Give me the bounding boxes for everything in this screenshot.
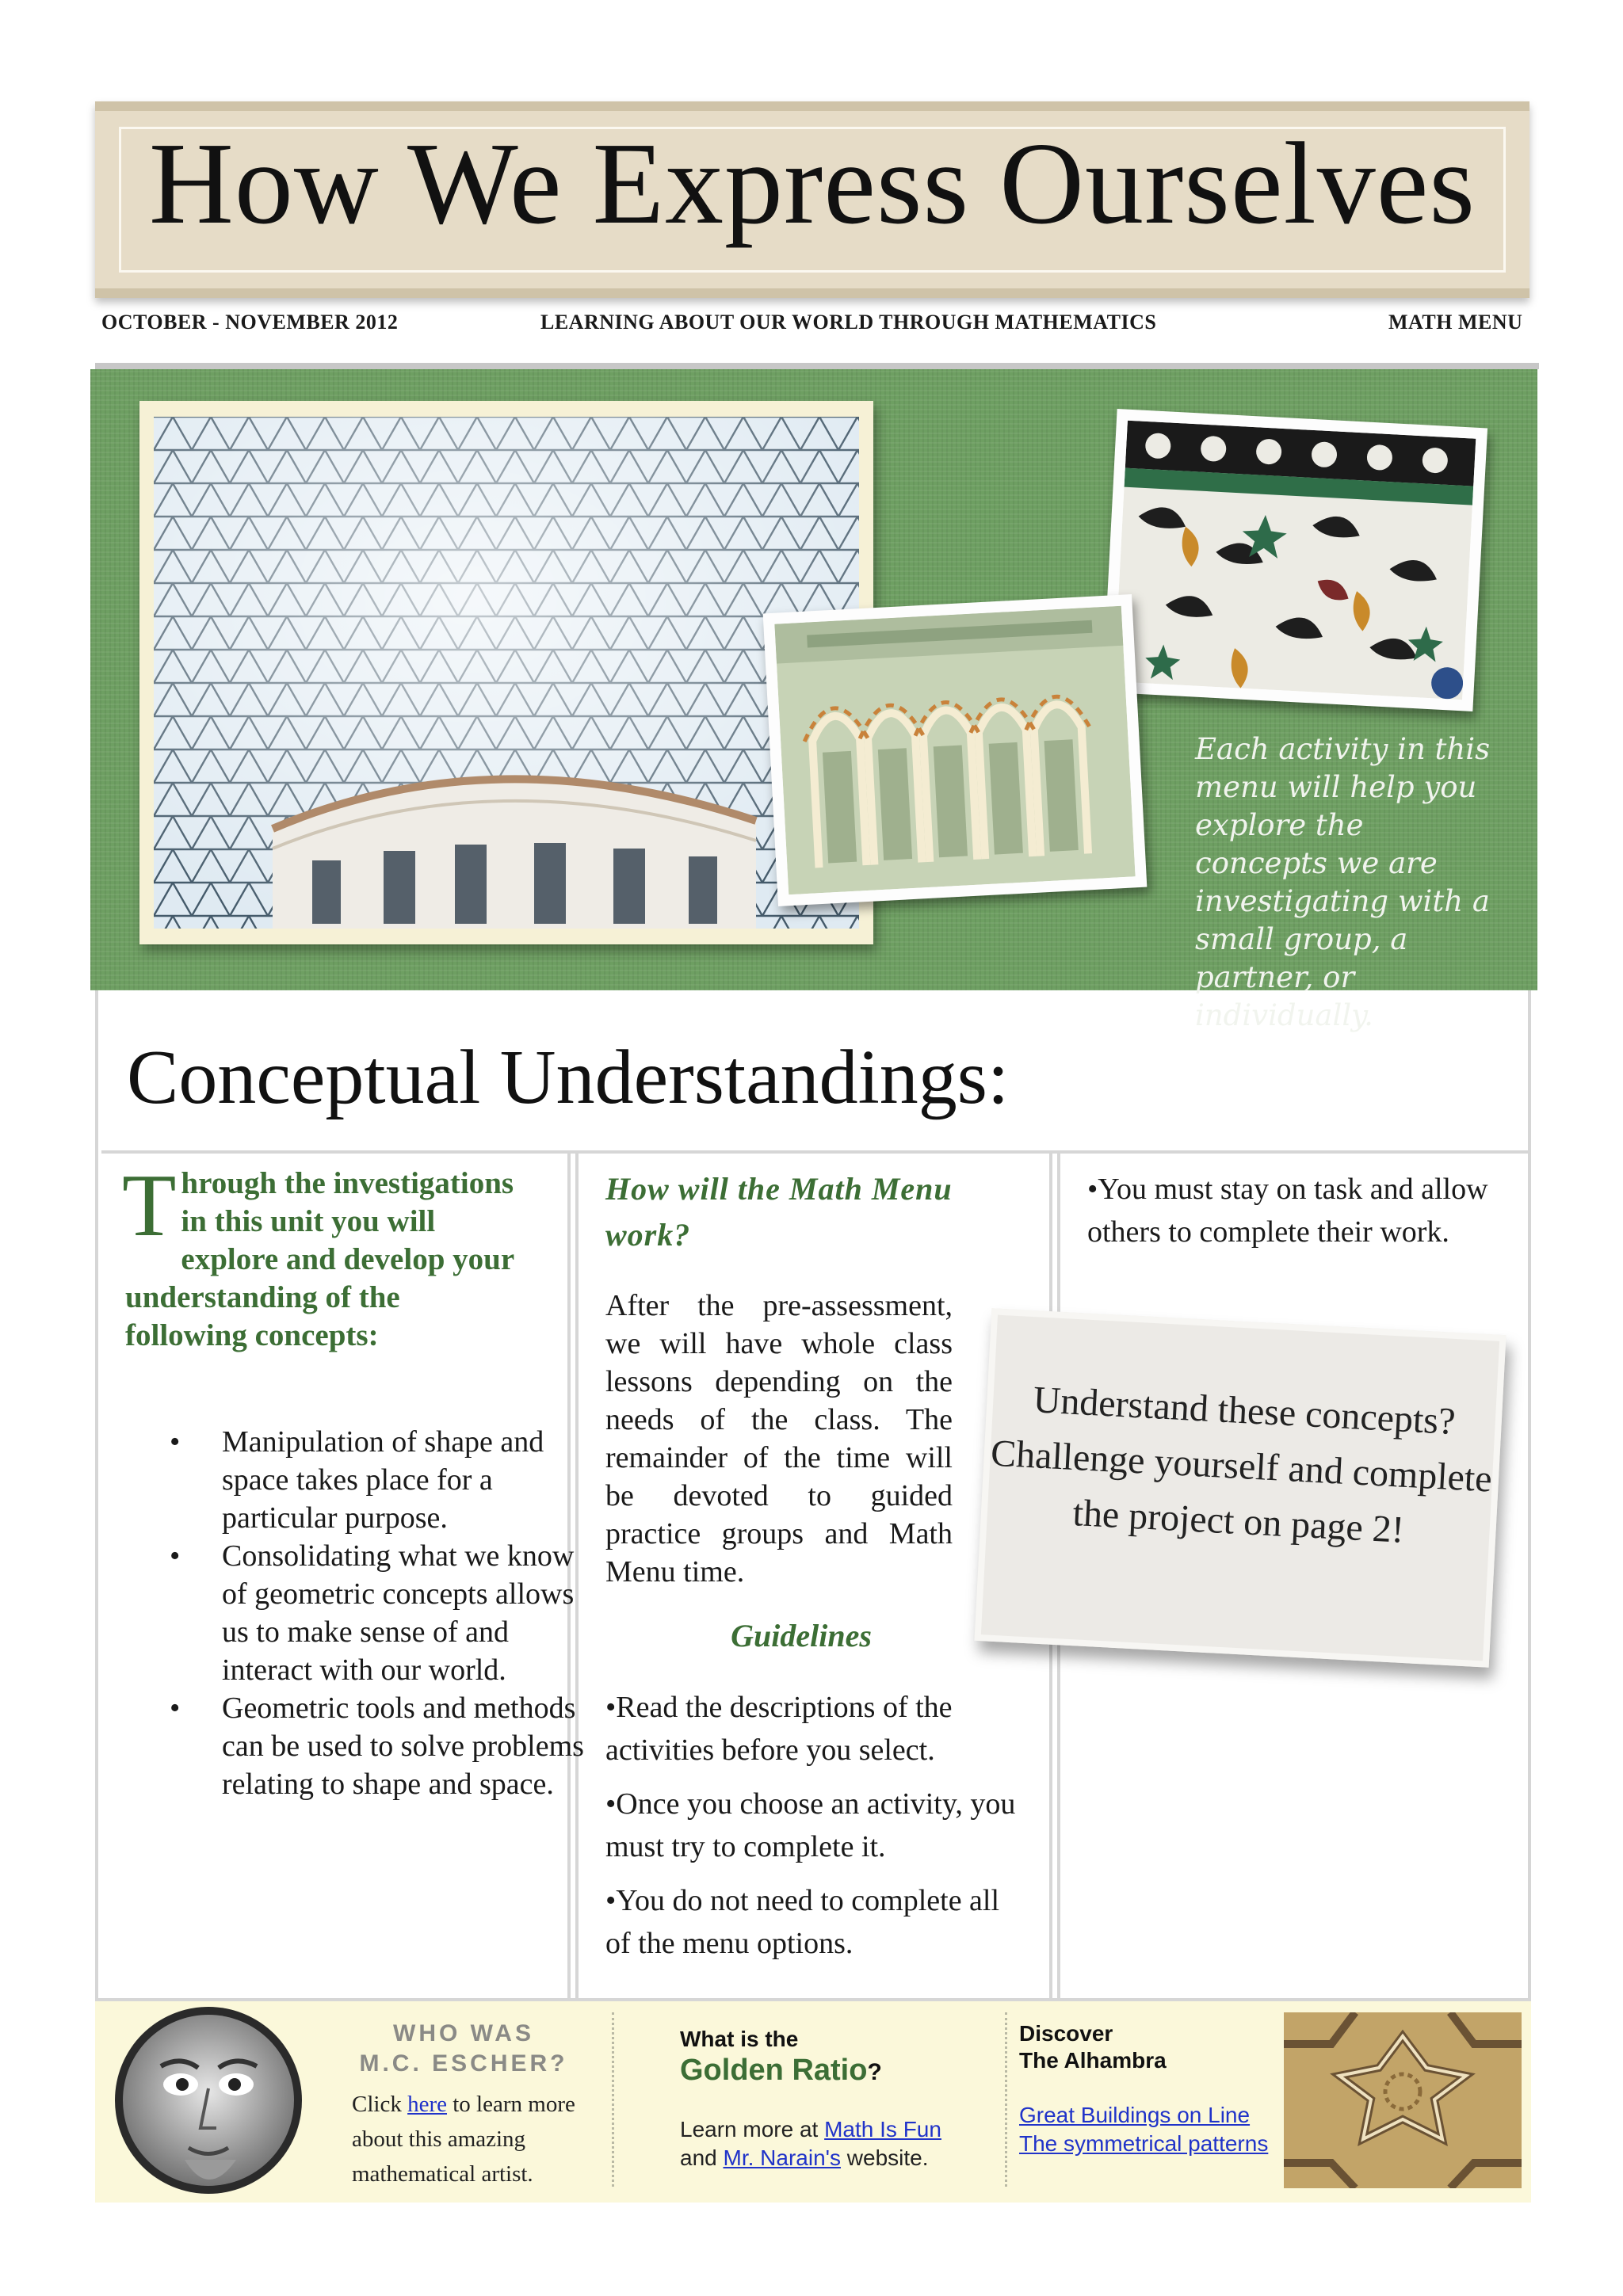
golden-and-text: and [680, 2145, 724, 2170]
concept-item: • Geometric tools and methods can be used to solve problems relating to shape and space. [222, 1689, 594, 1803]
alhambra-pattern-image [1284, 2012, 1522, 2188]
math-is-fun-link[interactable]: Math Is Fun [824, 2117, 941, 2142]
how-menu-works-body: After the pre-assessment, we will have whole class lessons depending on the needs of the class. The remainder of the time will be devoted to guided practice groups and Math Menu time. [605, 1289, 953, 1589]
golden-ratio-heading [680, 2054, 882, 2088]
escher-portrait-image [109, 2001, 307, 2199]
page-title: How We Express Ourselves [148, 119, 1476, 249]
title-banner [95, 101, 1529, 298]
hero-caption: Each activity in this menu will help you explore the concepts we are investigating with a small group, a partner, or individually. [1195, 732, 1491, 1032]
arches-image [774, 606, 1135, 894]
alhambra-heading-line1: Discover [1019, 2021, 1113, 2046]
photo-glass-dome-frame [139, 401, 873, 944]
mr-narain-link[interactable]: Mr. Narain's [723, 2145, 841, 2170]
concepts-list [170, 1423, 594, 1803]
golden-ratio-kicker: What is the [680, 2027, 799, 2051]
drop-cap: T [122, 1157, 177, 1255]
masthead-section: MATH MENU [1388, 311, 1523, 334]
guideline-item: •You do not need to complete all of the menu options. [605, 1884, 1000, 1960]
escher-rest-text: to learn more about this amazing mathematical artist. [352, 2092, 575, 2187]
guideline-item: •You must stay on task and allow others to complete their work. [1087, 1173, 1488, 1249]
symmetrical-patterns-link[interactable]: The symmetrical patterns [1019, 2131, 1269, 2156]
escher-heading-line1: WHO WAS [393, 2020, 534, 2046]
golden-ratio-body [680, 2115, 1029, 2172]
concept-item: • Manipulation of shape and space takes place for a particular purpose. [222, 1423, 594, 1537]
great-buildings-link[interactable]: Great Buildings on Line [1019, 2103, 1251, 2127]
escher-click-text: Click [352, 2092, 408, 2117]
concept-item: • Consolidating what we know of geometric concepts allows us to make sense of and interact with our world. [222, 1537, 594, 1689]
guideline-item: •Read the descriptions of the activities before you select. [605, 1691, 953, 1767]
glass-dome-image [154, 417, 859, 929]
concepts-intro [122, 1157, 521, 1355]
heading-divider [101, 1150, 1528, 1154]
alhambra-heading-line2: The Alhambra [1019, 2048, 1167, 2073]
masthead-subtitle: LEARNING ABOUT OUR WORLD THROUGH MATHEMATICS [540, 311, 1157, 334]
escher-heading-line2: M.C. ESCHER? [359, 2050, 568, 2077]
guidelines-heading: Guidelines [731, 1618, 872, 1653]
golden-learn-text: Learn more at [680, 2117, 825, 2142]
how-menu-works-heading: How will the Math Menu work? [605, 1171, 953, 1253]
escher-heading [333, 2019, 594, 2079]
escher-body [352, 2087, 605, 2191]
masthead-date: OCTOBER - NOVEMBER 2012 [101, 311, 399, 334]
golden-ratio-title: Golden Ratio [680, 2054, 868, 2087]
escher-here-link[interactable]: here [407, 2092, 447, 2117]
photo-alhambra-tiles-frame [1102, 409, 1487, 711]
alhambra-tiles-image [1114, 421, 1476, 700]
golden-website-text: website. [841, 2145, 929, 2170]
concepts-intro-text: hrough the investigations in this unit you will explore and develop your understanding of the following concepts: [125, 1166, 514, 1352]
footer-divider-1 [612, 2012, 614, 2187]
challenge-note-text: Understand these concepts? Challenge yourself and complete the project on page 2! [989, 1379, 1493, 1551]
alhambra-heading [1019, 2020, 1167, 2074]
alhambra-links [1019, 2101, 1268, 2158]
masthead-rule [95, 363, 1539, 369]
golden-ratio-question: ? [867, 2059, 882, 2085]
conceptual-understandings-heading: Conceptual Understandings: [127, 1035, 1010, 1120]
photo-arches-frame [763, 594, 1148, 906]
challenge-note-card [974, 1308, 1506, 1667]
guideline-item: •Once you choose an activity, you must try to complete it. [605, 1787, 1016, 1863]
